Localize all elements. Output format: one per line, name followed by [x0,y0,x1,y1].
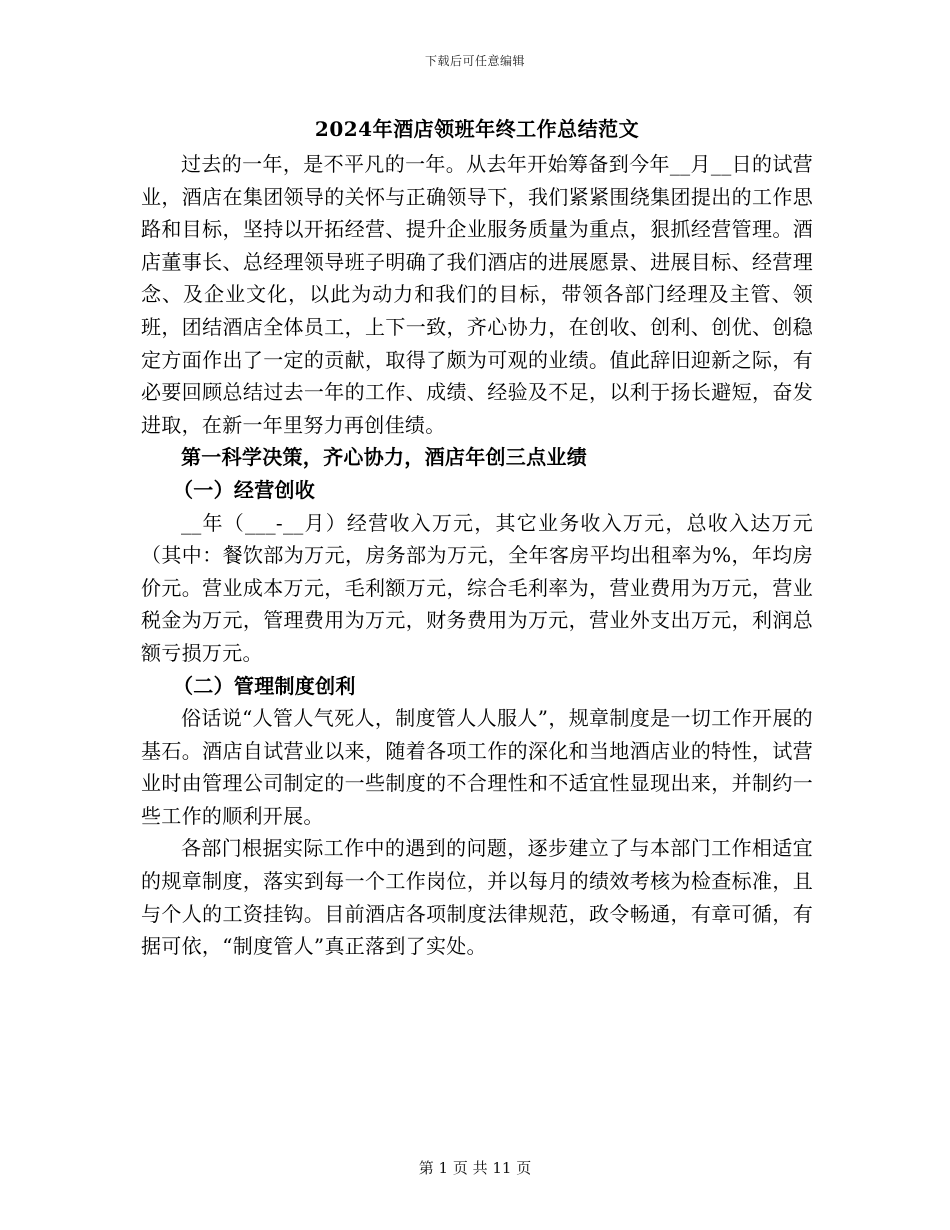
document-body [141,112,813,963]
page-number: 第 1 页 共 11 页 [418,1159,532,1177]
subsection-heading-management: （二）管理制度创利 [173,673,356,698]
paragraph-intro: 过去的一年，是不平凡的一年。从去年开始筹备到今年__月__日的试营业，酒店在集团领导的关怀与正确领导下，我们紧紧围绕集团提出的工作思路和目标，坚持以开拓经营、提升企业服务质量为重点，狠抓经营管理。酒店董事长、总经理领导班子明确了我们酒店的进展愿景、进展目标、经营理念、及企业文化，以此为动力和我们的目标，带领各部门经理及主管、领班，团结酒店全体员工，上下一致，齐心协力，在创收、创利、创优、创稳定方面作出了一定的贡献，取得了颇为可观的业绩。值此辞旧迎新之际，有必要回顾总结过去一年的工作、成绩、经验及不足，以利于扬长避短，奋发进取，在新一年里努力再创佳绩。 [141,152,813,437]
header-note: 下载后可任意编辑 [424,54,525,68]
section-heading: 第一科学决策，齐心协力，酒店年创三点业绩 [181,445,587,470]
paragraph-rules: 各部门根据实际工作中的遇到的问题，逐步建立了与本部门工作相适宜的规章制度，落实到每一个工作岗位，并以每月的绩效考核为检查标准，且与个人的工资挂钩。目前酒店各项制度法律规范，政令畅通，有章可循，有据可依，“制度管人”真正落到了实处。 [141,836,813,959]
paragraph-revenue: __年（___-__月）经营收入万元，其它业务收入万元，总收入达万元（其中：餐饮部为万元，房务部为万元，全年客房平均出租率为%，年均房价元。营业成本万元，毛利额万元，综合毛利率为，营业费用为万元，营业税金为万元，管理费用为万元，财务费用为万元，营业外支出万元，利润总额亏损万元。 [141,510,813,665]
paragraph-management: 俗话说“人管人气死人，制度管人人服人”，规章制度是一切工作开展的基石。酒店自试营业以来，随着各项工作的深化和当地酒店业的特性，试营业时由管理公司制定的一些制度的不合理性和不适宜性显现出来，并制约一些工作的顺利开展。 [141,706,813,828]
document-title: 2024年酒店领班年终工作总结范文 [314,117,640,141]
subsection-heading-revenue: （一）经营创收 [173,477,316,502]
